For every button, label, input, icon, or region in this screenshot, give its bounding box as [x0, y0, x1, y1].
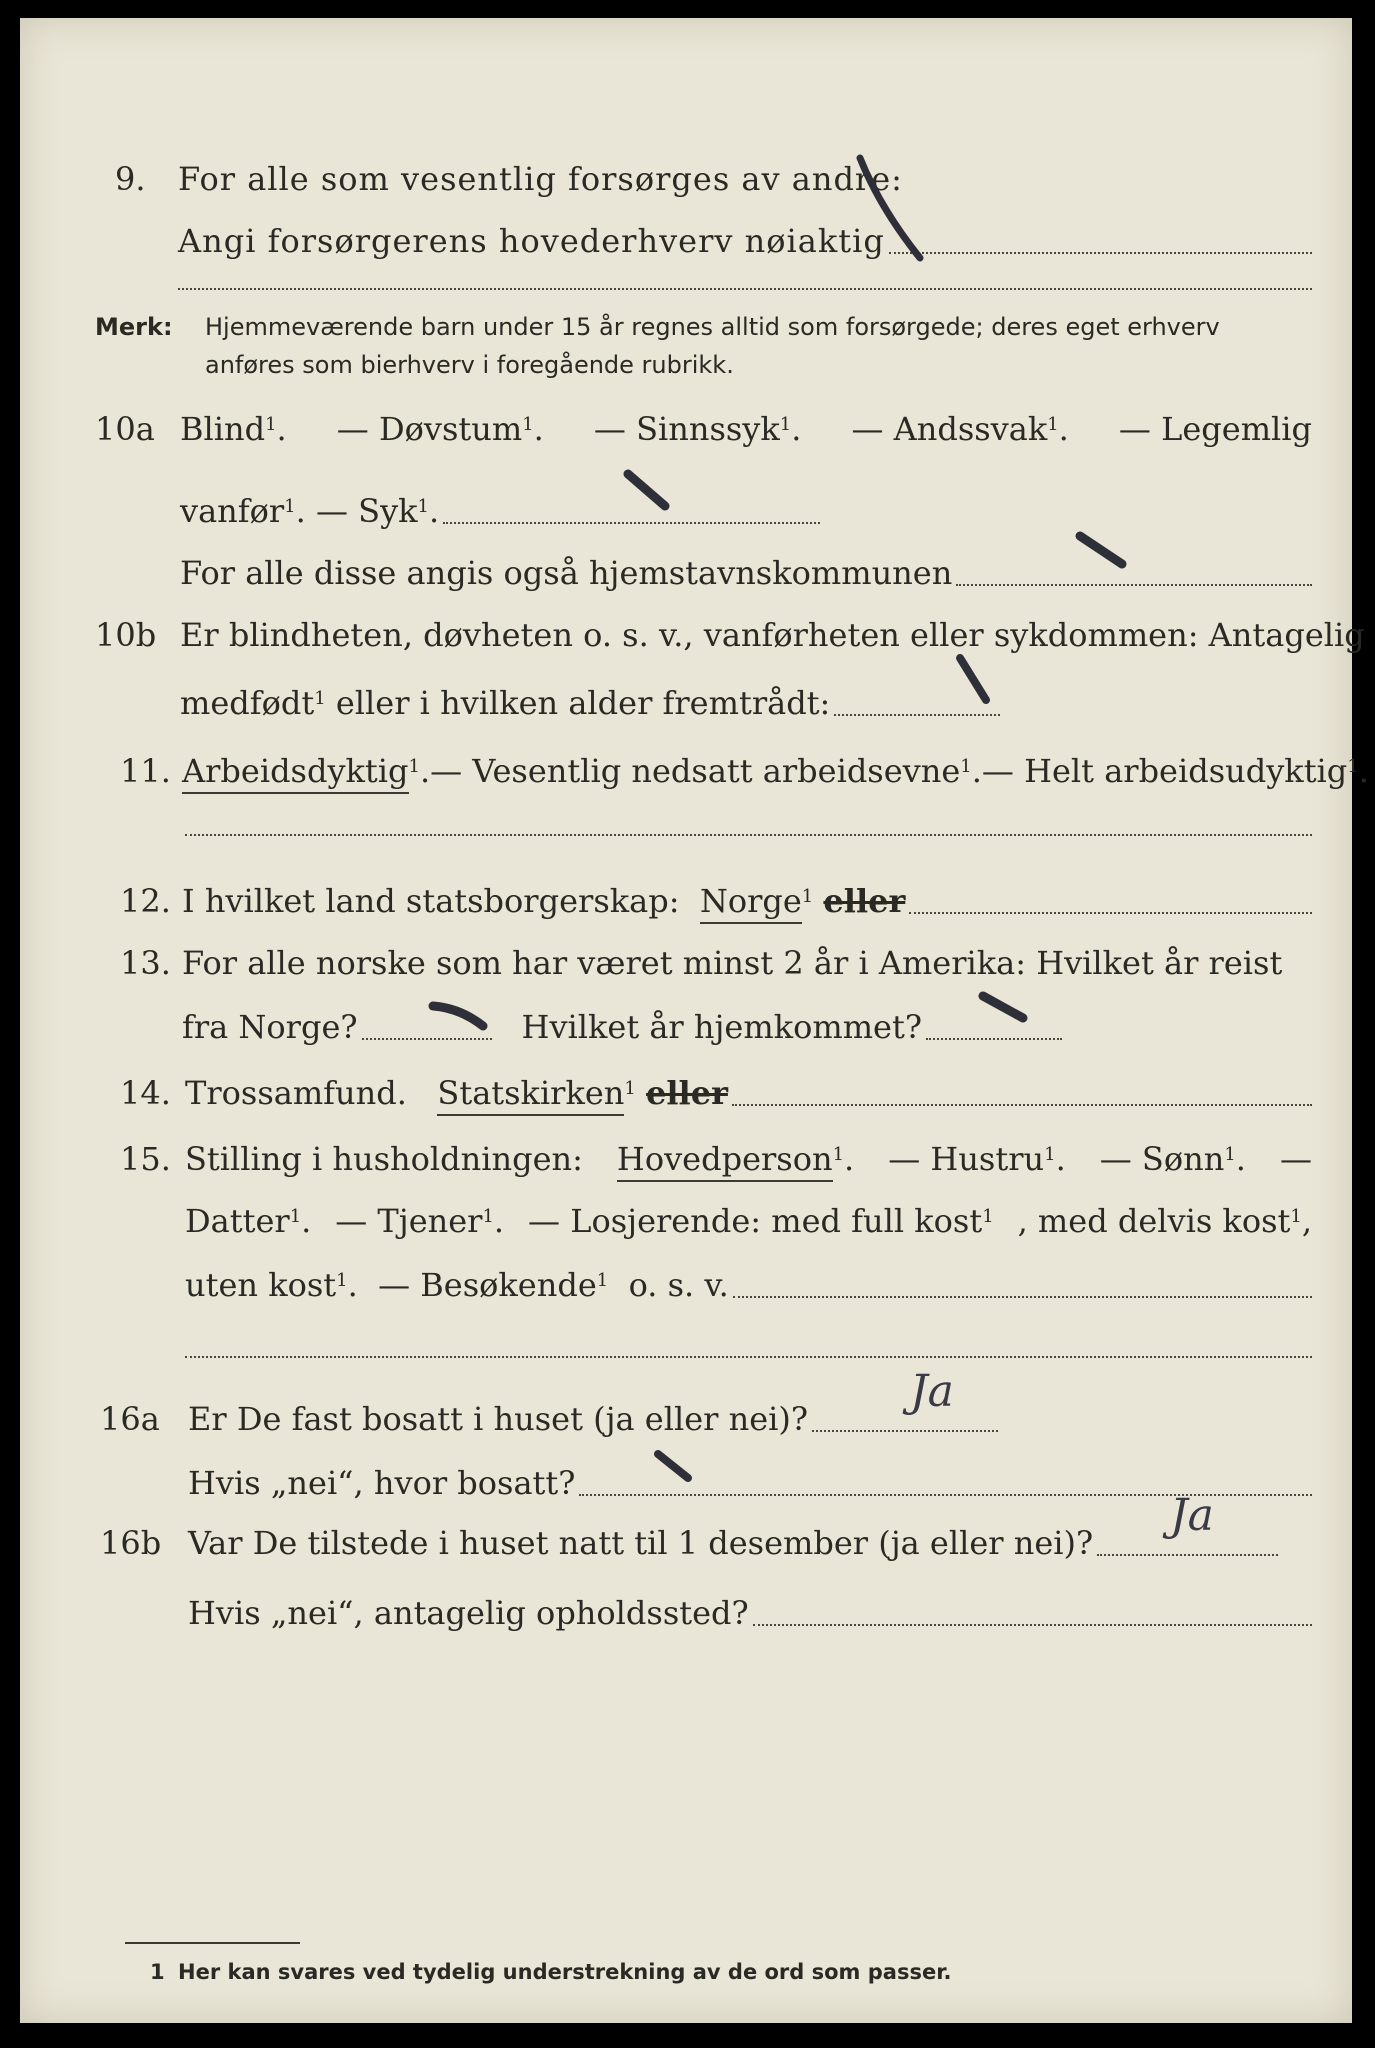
option-datter[interactable]: Datter$^1$. — [185, 1202, 312, 1240]
option-norge[interactable]: Norge$^1$ — [700, 876, 824, 926]
q13-line2 — [20, 1002, 1352, 1052]
option-legemlig[interactable]: — Legemlig — [1118, 410, 1312, 448]
q10b-number: 10b — [95, 616, 157, 654]
footnote-text: Her kan svares ved tydelig understrekning av de ord som passer. — [178, 1960, 952, 1984]
q9-number: 9. — [115, 160, 146, 198]
q13-reist-dots[interactable] — [362, 1038, 492, 1040]
q16b-opholdssted-dots[interactable] — [753, 1624, 1312, 1626]
q9-prompt: Angi forsørgerens hovederhverv nøiaktig — [178, 222, 885, 260]
option-hovedperson[interactable]: Hovedperson$^1$. — [617, 1134, 854, 1184]
q10a-line2 — [20, 486, 1352, 536]
q14-eller: eller — [646, 1074, 728, 1112]
census-form-page — [20, 18, 1369, 2023]
option-delvis-kost[interactable]: , med delvis kost$^1$, — [1017, 1202, 1312, 1240]
q11-extra-rule — [185, 834, 1312, 836]
q16a-line1 — [20, 1394, 1352, 1444]
q16a-line2-content — [188, 1458, 1312, 1508]
q15-answer-dots[interactable] — [733, 1296, 1312, 1298]
q10a-dash-mark — [620, 466, 680, 516]
q9-line1 — [20, 154, 1352, 204]
merk-label: Merk: — [95, 313, 173, 341]
q13-line2-content — [182, 1002, 1062, 1052]
option-statskirken[interactable]: Statskirken$^1$ — [437, 1068, 646, 1118]
option-sinnssyk[interactable]: — Sinnssyk$^1$. — [593, 410, 802, 448]
q14-line — [20, 1068, 1352, 1118]
q15-osv: o. s. v. — [628, 1266, 729, 1304]
q16b-number: 16b — [100, 1524, 162, 1562]
footnote-mark: 1 — [150, 1960, 165, 1984]
q11-line — [20, 746, 1369, 796]
q16a-prompt: Er De fast bosatt i huset (ja eller nei)? — [188, 1400, 809, 1438]
q10a-number: 10a — [95, 410, 155, 448]
merk-line2 — [20, 346, 1352, 386]
q10b-line2-content — [180, 678, 1000, 728]
merk-line1 — [20, 308, 1352, 348]
q16a-dash-mark — [650, 1446, 700, 1491]
q13-hjem-dash — [975, 988, 1035, 1028]
q11-options — [182, 746, 1369, 796]
merk-text2: anføres som bierhverv i foregående rubrikk. — [205, 351, 734, 379]
q10a-hjemstavn-dots — [956, 584, 1312, 586]
option-besokende[interactable]: — Besøkende$^1$ — [378, 1266, 609, 1304]
q14-text: Trossamfund. — [185, 1074, 407, 1112]
option-vanfor[interactable]: vanfør$^1$. — [180, 492, 316, 530]
option-andssvak[interactable]: — Andssvak$^1$. — [851, 410, 1069, 448]
q14-number: 14. — [120, 1074, 171, 1112]
footnote-rule — [125, 1942, 300, 1944]
q12-text: I hvilket land statsborgerskap: — [182, 882, 680, 920]
q11-number: 11. — [120, 752, 171, 790]
q9-answer-dots — [889, 252, 1312, 254]
q10a-line1 — [20, 404, 1352, 454]
q9-text: For alle som vesentlig forsørges av andre: — [178, 160, 903, 198]
q9-answer-line[interactable] — [178, 216, 1312, 266]
q16b-prompt2: Hvis „nei“, antagelig opholdssted? — [188, 1594, 749, 1632]
q13-text1: For alle norske som har været minst 2 år i Amerika: Hvilket år reist — [182, 944, 1283, 982]
q13-number: 13. — [120, 944, 171, 982]
q10a-line2-content — [180, 486, 820, 536]
q14-content — [185, 1068, 1312, 1118]
q15-prompt: Stilling i husholdningen: — [185, 1140, 583, 1178]
q12-line — [20, 876, 1352, 926]
q16b-line2 — [20, 1588, 1352, 1638]
q10b-dash-mark — [950, 650, 1000, 710]
q16a-number: 16a — [100, 1400, 160, 1438]
q15-extra-rule — [185, 1356, 1312, 1358]
q16b-handwritten-answer: Ja — [1170, 1490, 1214, 1541]
q15-line1 — [20, 1134, 1352, 1184]
q15-line2 — [20, 1196, 1352, 1246]
q16b-content — [188, 1518, 1278, 1568]
q12-content — [182, 876, 1312, 926]
q13-reist-prompt: fra Norge? — [182, 1008, 358, 1046]
option-arbeidsdyktig[interactable]: Arbeidsdyktig$^1$. — [182, 746, 430, 796]
q16b-line1 — [20, 1518, 1352, 1568]
q12-eller: eller — [823, 882, 906, 920]
option-medfodt[interactable]: medfødt$^1$ — [180, 684, 326, 722]
q10a-answer-dots[interactable] — [443, 522, 820, 524]
q9-extra-rule — [178, 288, 1312, 290]
q16b-line2-content — [188, 1588, 1312, 1638]
q10b-text2: eller i hvilken alder fremtrådt: — [335, 684, 831, 722]
option-uten-kost[interactable]: uten kost$^1$. — [185, 1266, 379, 1304]
q16b-answer-dots[interactable] — [1097, 1554, 1278, 1556]
option-blind[interactable]: Blind$^1$. — [180, 410, 287, 448]
q13-hjem-dots[interactable] — [926, 1038, 1062, 1040]
option-full-kost[interactable]: — Losjerende: med full kost$^1$ — [528, 1202, 994, 1240]
q14-answer-dots[interactable] — [732, 1104, 1312, 1106]
q10a-hjemstavn-dash — [1070, 526, 1140, 576]
q16a-prompt2: Hvis „nei“, hvor bosatt? — [188, 1464, 576, 1502]
q10a-options — [180, 404, 1312, 454]
q16a-content — [188, 1394, 998, 1444]
q16a-handwritten-answer: Ja — [910, 1366, 954, 1417]
merk-text1: Hjemmeværende barn under 15 år regnes alltid som forsørgede; deres eget erhverv — [205, 313, 1220, 341]
option-tjener[interactable]: — Tjener$^1$. — [335, 1202, 505, 1240]
q10b-line1 — [20, 610, 1365, 660]
q16a-answer-dots[interactable] — [812, 1430, 998, 1432]
option-sonn[interactable]: — Sønn$^1$. — [1099, 1140, 1246, 1178]
q10b-text1: Er blindheten, døvheten o. s. v., vanførheten eller sykdommen: Antagelig — [180, 616, 1365, 654]
q10a-line3 — [20, 548, 1352, 598]
q15-line1-content — [185, 1134, 1312, 1184]
option-nedsatt[interactable]: — Vesentlig nedsatt arbeidsevne$^1$. — [430, 752, 982, 790]
q13-line1 — [20, 938, 1352, 988]
q15-dash: — — [1279, 1140, 1312, 1178]
q10a-hjemstavn-line[interactable] — [180, 548, 1312, 598]
q10a-hjemstavn-prompt: For alle disse angis også hjemstavnskommunen — [180, 554, 953, 592]
q15-number: 15. — [120, 1140, 171, 1178]
option-syk[interactable]: — Syk$^1$. — [315, 492, 440, 530]
q12-number: 12. — [120, 882, 171, 920]
q12-answer-dots[interactable] — [909, 912, 1312, 914]
option-udyktig[interactable]: — Helt arbeidsudyktig$^1$. — [981, 752, 1369, 790]
q10b-line2 — [20, 678, 1352, 728]
q15-line2-content — [185, 1196, 1312, 1246]
option-hustru[interactable]: — Hustru$^1$. — [888, 1140, 1066, 1178]
q9-dash-mark — [850, 148, 930, 268]
q16b-prompt: Var De tilstede i huset natt til 1 desember (ja eller nei)? — [188, 1524, 1094, 1562]
q9-line2 — [20, 216, 1352, 266]
option-dovstum[interactable]: — Døvstum$^1$. — [336, 410, 544, 448]
q15-line3 — [20, 1260, 1352, 1310]
q13-reist-dash — [425, 996, 495, 1036]
q10b-answer-dots[interactable] — [834, 714, 1000, 716]
q15-line3-content — [185, 1260, 1312, 1310]
q13-hjem-prompt: Hvilket år hjemkommet? — [521, 1008, 922, 1046]
